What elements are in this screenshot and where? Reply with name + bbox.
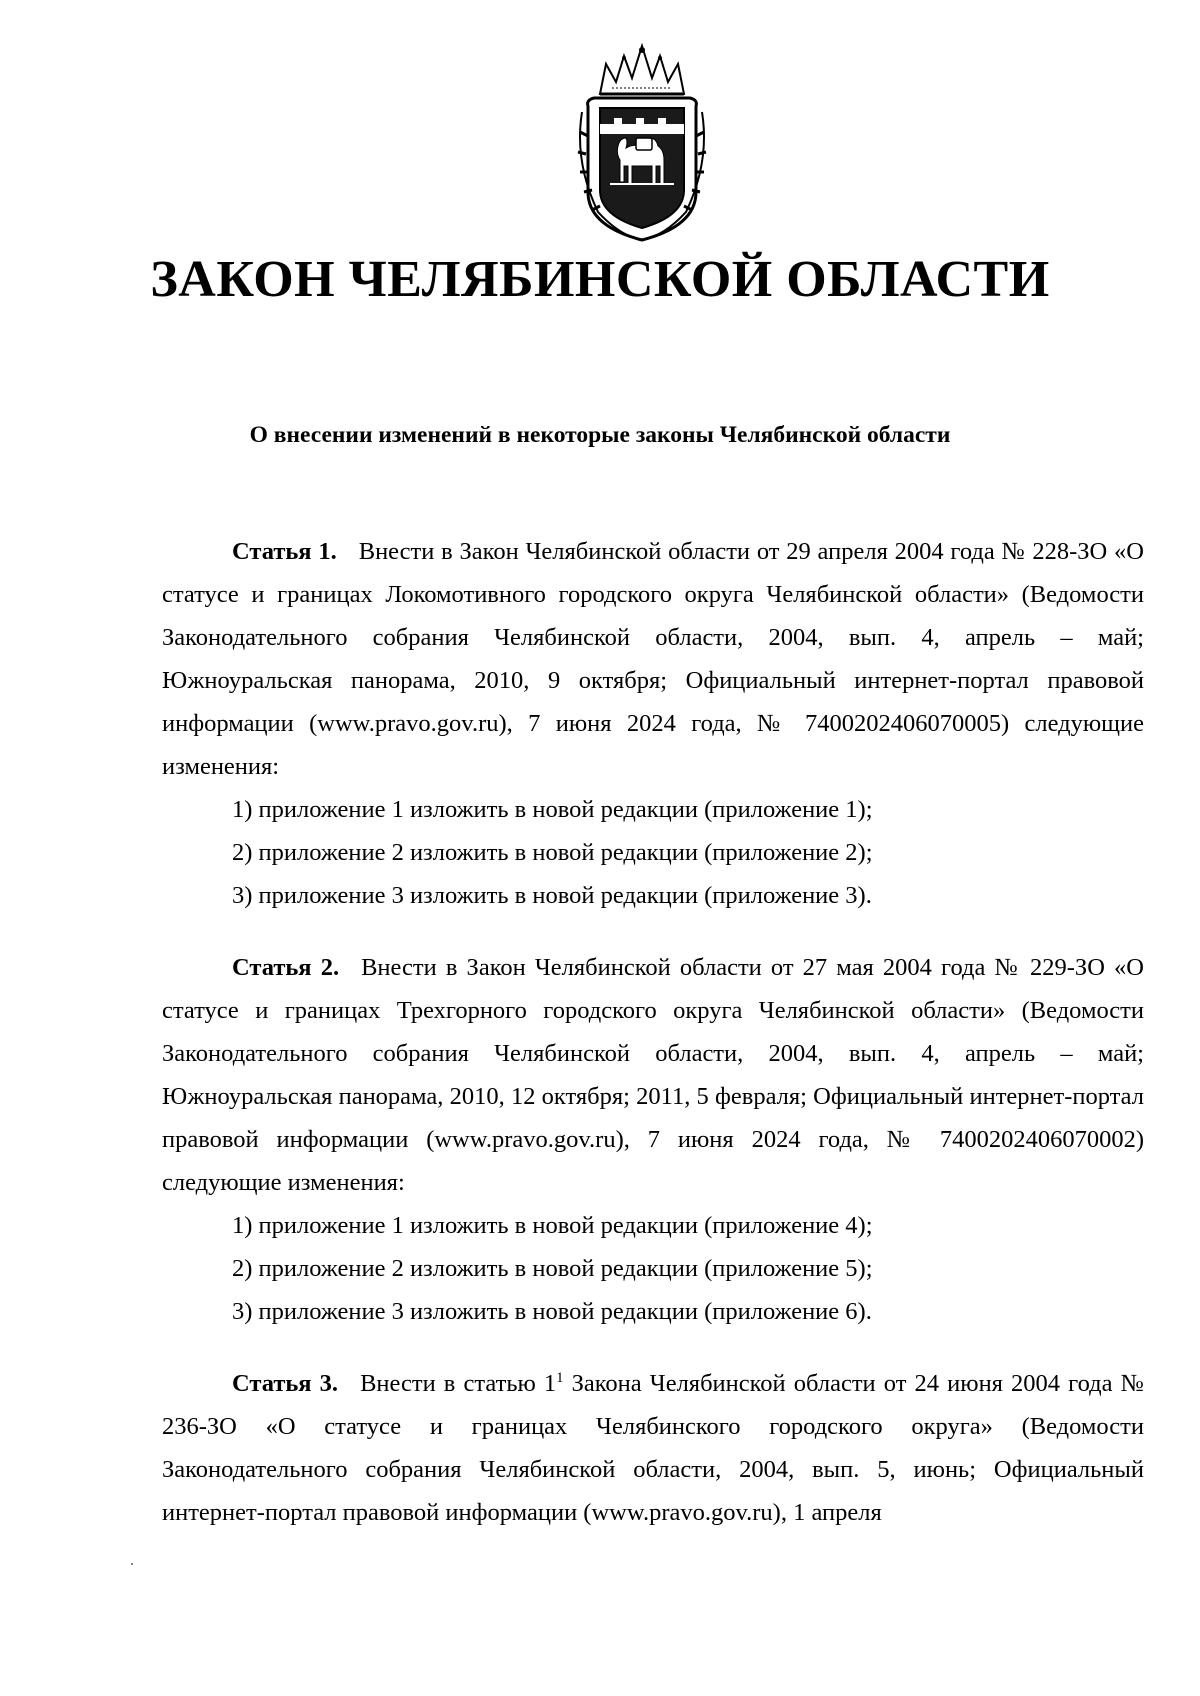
article-paragraph xyxy=(162,946,1144,1204)
scan-artifact xyxy=(131,1563,133,1565)
superscript: 1 xyxy=(556,1369,564,1386)
list-item: 2) приложение 2 изложить в новой редакции (приложение 5); xyxy=(232,1255,873,1282)
article-text: Внести в Закон Челябинской области от 29 апреля 2004 года № 228-ЗО «О статусе и границах Локомотивного городского округа Челябинской области» (Ведомости Законодательного собрания Челябинской области, 2004, вып. 4, апрель – май; Южноуральская панорама, 2010, 9 октября; Официальный интернет-портал правовой информации (www.pravo.gov.ru), 7 июня 2024 года, № 7400202406070005) следующие изменения: xyxy=(162,538,1144,780)
article-text-end: Закона Челябинской области от 24 июня 2004 года № 236-ЗО «О статусе и границах Челябинского городского округа» (Ведомости Законодательного собрания Челябинской области, 2004, вып. 5, июнь; Официальный интернет-портал правовой информации (www.pravo.gov.ru), 1 апреля xyxy=(162,1370,1144,1526)
article-label: Статья 2. xyxy=(232,954,340,981)
article-paragraph xyxy=(162,530,1144,788)
law-subtitle: О внесении изменений в некоторые законы Челябинской области xyxy=(249,422,951,448)
article-2 xyxy=(162,946,1144,1333)
law-title: ЗАКОН ЧЕЛЯБИНСКОЙ ОБЛАСТИ xyxy=(150,251,1050,308)
article-label: Статья 3. xyxy=(232,1370,339,1397)
list-item: 1) приложение 1 изложить в новой редакции (приложение 4); xyxy=(232,1212,873,1239)
article-label: Статья 1. xyxy=(232,538,337,565)
list-item: 1) приложение 1 изложить в новой редакции (приложение 1); xyxy=(232,796,873,823)
list-item: 3) приложение 3 изложить в новой редакции (приложение 3). xyxy=(232,882,872,909)
coat-of-arms-icon xyxy=(570,42,714,242)
article-text-start: Внести в статью 1 xyxy=(360,1370,557,1397)
law-body xyxy=(162,530,1144,1563)
article-text: Внести в Закон Челябинской области от 27 мая 2004 года № 229-ЗО «О статусе и границах Трехгорного городского округа Челябинской области» (Ведомости Законодательного собрания Челябинской области, 2004, вып. 4, апрель – май; Южноуральская панорама, 2010, 12 октября; 2011, 5 февраля; Официальный интернет-портал правовой информации (www.pravo.gov.ru), 7 июня 2024 года, № 7400202406070002) следующие изменения: xyxy=(162,954,1144,1196)
list-item: 3) приложение 3 изложить в новой редакции (приложение 6). xyxy=(232,1298,872,1325)
article-3 xyxy=(162,1362,1144,1534)
list-item: 2) приложение 2 изложить в новой редакции (приложение 2); xyxy=(232,839,873,866)
article-paragraph xyxy=(162,1362,1144,1534)
article-1 xyxy=(162,530,1144,917)
